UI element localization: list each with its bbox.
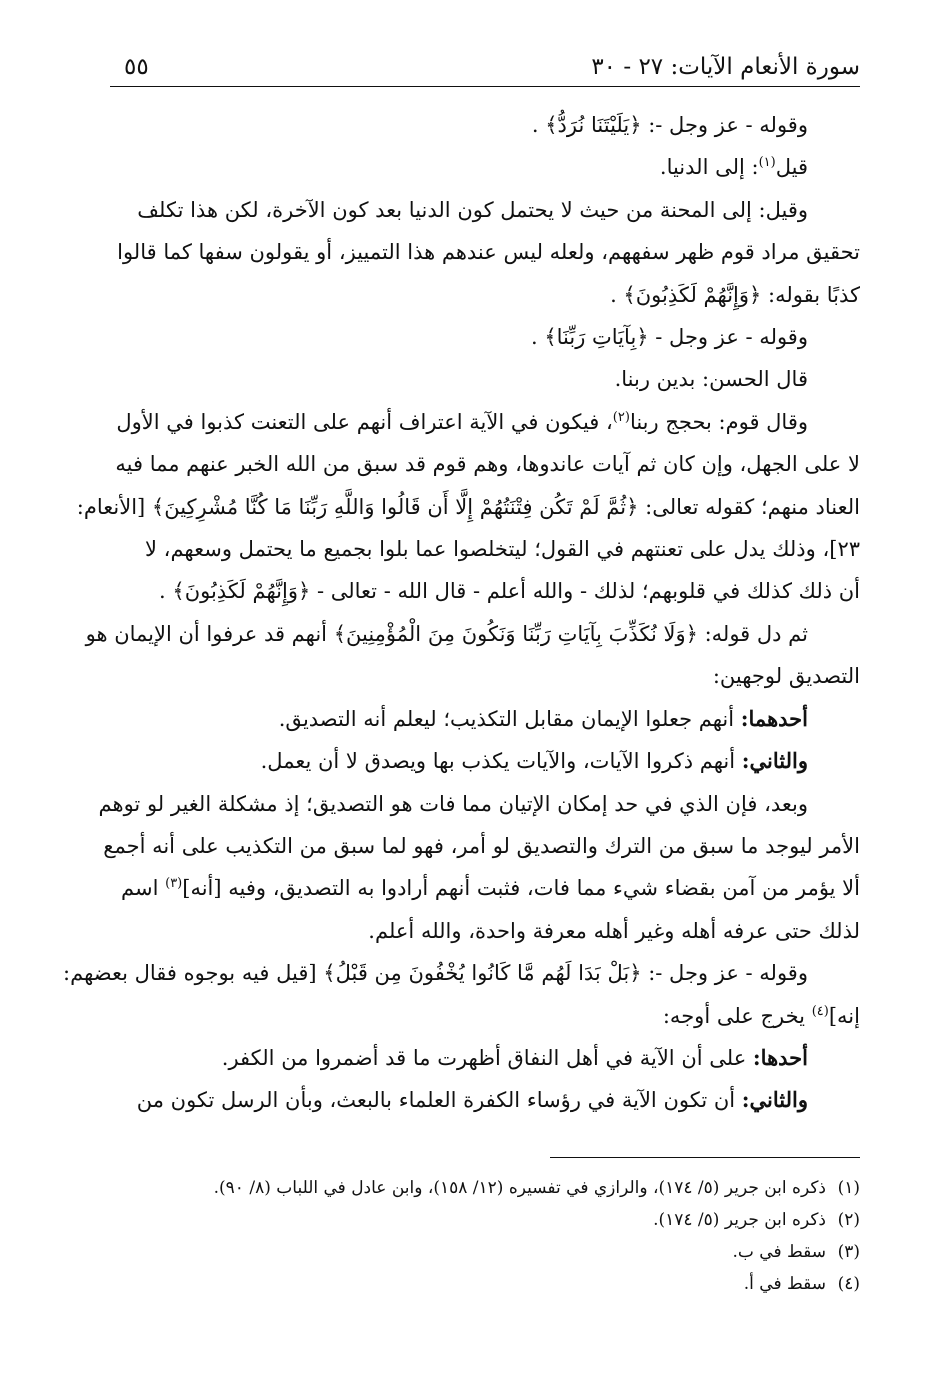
text-line: [86, 655, 860, 697]
page-number: ٥٥: [124, 54, 149, 80]
text-line: [86, 867, 860, 909]
text-run: وقوله - عز وجل -:: [641, 113, 808, 137]
text-line: [86, 570, 860, 612]
footnote-ref: (١): [758, 155, 776, 171]
text-line: [86, 358, 860, 400]
text-run: .: [530, 325, 545, 350]
text-run: ثم دل قوله:: [697, 621, 808, 646]
text-line: [63, 952, 860, 994]
text-line: [86, 146, 860, 188]
point-label: والثاني:: [741, 748, 808, 774]
text-run: أن ذلك كذلك في قلوبهم؛ لذلك - والله أعلم - قال الله - تعالى -: [310, 579, 860, 604]
footnote: [86, 1172, 860, 1204]
point-label: والثاني:: [741, 1087, 808, 1113]
quran-quote: ﴿بِآيَاتِ رَبِّنَا﴾: [544, 325, 649, 350]
point-label: أحدهما:: [740, 705, 808, 731]
quran-quote: ﴿وَإِنَّهُمْ لَكَذِبُونَ﴾: [172, 579, 311, 604]
text-run: وقيل: إلى المحنة من حيث لا يحتمل كون الدنيا بعد كون الآخرة، لكن هذا تكلف: [137, 197, 808, 222]
quran-quote: ﴿وَإِنَّهُمْ لَكَذِبُونَ﴾: [623, 282, 762, 307]
quran-quote: ﴿ثُمَّ لَمْ تَكُن فِتْنَتُهُمْ إِلَّا أَن قَالُوا وَاللَّهِ رَبِّنَا مَا كُنَّا مُشْرِكِينَ﴾: [151, 494, 639, 519]
text-run: العناد منهم؛ كقوله تعالى:: [638, 494, 860, 519]
text-line: [86, 528, 860, 570]
quran-quote: ﴿وَلَا نُكَذِّبَ بِآيَاتِ رَبِّنَا وَنَكُونَ مِنَ الْمُؤْمِنِينَ﴾: [333, 621, 698, 646]
footnote-number: (٣): [837, 1242, 860, 1262]
text-run: وقوله - عز وجل -: [648, 325, 808, 350]
text-line: [86, 274, 860, 316]
footnote-text: سقط في أ.: [743, 1274, 826, 1294]
text-line: [86, 401, 860, 443]
text-run: لذلك حتى عرفه أهله وغير أهله معرفة واحدة، والله أعلم.: [368, 918, 860, 943]
footnote: [86, 1268, 860, 1300]
text-line: [86, 995, 860, 1037]
text-run: ، فيكون في الآية اعتراف أنهم على التعنت كذبوا في الأول: [116, 409, 613, 434]
footnote-number: (٤): [837, 1274, 860, 1294]
header-title: سورة الأنعام الآيات: ٢٧ - ٣٠: [591, 54, 860, 80]
text-run: .: [159, 579, 173, 604]
text-run: أنهم ذكروا الآيات، والآيات يكذب بها ويصدق لا أن يعمل.: [260, 749, 742, 774]
text-line: [86, 740, 860, 782]
text-run: .: [610, 282, 624, 307]
text-run: اسم: [121, 876, 166, 901]
footnote-number: (٢): [837, 1210, 860, 1230]
footnote-ref: (٣): [165, 876, 183, 892]
footnote-text: ذكره ابن جرير (٥/ ١٧٤)، والرازي في تفسيره (١٢/ ١٥٨)، وابن عادل في اللباب (٨/ ٩٠).: [213, 1178, 826, 1198]
footnote: [86, 1236, 860, 1268]
text-run: تحقيق مراد قوم ظهر سفههم، ولعله ليس عندهم هذا التمييز، أو يقولون سفها كما قالوا: [117, 240, 860, 265]
text-run: لا على الجهل، وإن كان ثم آيات عاندوها، وهم قوم قد سبق من الله الخبر عنهم مما فيه: [115, 452, 860, 477]
text-line: [86, 316, 860, 358]
text-run: وقوله - عز وجل -:: [641, 961, 808, 986]
text-line: [86, 910, 860, 952]
text-run: وقال قوم: بحجج ربنا: [629, 409, 808, 434]
text-run: التصديق لوجهين:: [712, 664, 860, 689]
text-run: ٢٣]، وذلك يدل على تعنتهم في القول؛ ليتخلصوا عما بلوا بجميع ما يحتمل وسعهم، لا: [145, 537, 860, 562]
quran-quote: ﴿بَلْ بَدَا لَهُم مَّا كَانُوا يُخْفُونَ مِن قَبْلُ﴾: [323, 961, 642, 986]
text-line: [86, 783, 860, 825]
text-line: [86, 104, 860, 146]
quran-quote: ﴿يَلَيْتَنَا نُرَدُّ﴾: [545, 113, 642, 137]
text-line: [86, 613, 860, 655]
footnote-ref: (٢): [612, 409, 630, 425]
text-run: : إلى الدنيا.: [659, 155, 759, 180]
text-line: [86, 698, 860, 740]
text-run: يخرج على أوجه:: [662, 1003, 812, 1028]
text-run: [قيل فيه بوجوه فقال بعضهم:: [63, 961, 324, 986]
main-text: [63, 104, 860, 1122]
footnote: [86, 1204, 860, 1236]
text-run: كذبًا بقوله:: [761, 282, 860, 307]
footnote-text: ذكره ابن جرير (٥/ ١٧٤).: [653, 1210, 826, 1230]
footnote-text: سقط في ب.: [732, 1242, 826, 1262]
text-run: [الأنعام:: [76, 494, 152, 519]
text-run: أنهم قد عرفوا أن الإيمان هو: [85, 621, 334, 646]
text-run: الأمر ليوجد ما سبق من الترك والتصديق لو أمر، فهو لما سبق من التكذيب على أنه أجمع: [103, 833, 860, 858]
footnotes: [86, 1172, 860, 1300]
text-run: أن تكون الآية في رؤساء الكفرة العلماء بالبعث، وبأن الرسل تكون من: [136, 1088, 742, 1113]
text-line: [86, 231, 860, 273]
text-run: قيل: [775, 155, 808, 180]
text-line: [86, 825, 860, 867]
text-run: على أن الآية في أهل النفاق أظهرت ما قد أضمروا من الكفر.: [221, 1045, 753, 1070]
footnote-number: (١): [837, 1178, 860, 1198]
text-line: [86, 189, 860, 231]
text-run: قال الحسن: بدين ربنا.: [614, 367, 808, 392]
text-line: [86, 1079, 860, 1121]
footnote-separator: [550, 1157, 860, 1158]
text-line: [86, 443, 860, 485]
text-run: وبعد، فإن الذي في حد إمكان الإتيان مما فات هو التصديق؛ إذ مشكلة الغير لو توهم: [98, 791, 808, 816]
text-run: ألا يؤمر من آمن بقضاء شيء مما فات، فثبت أنهم أرادوا به التصديق، وفيه [أنه]: [182, 876, 860, 901]
text-line: [86, 1037, 860, 1079]
text-run: .: [531, 113, 546, 137]
text-line: [76, 486, 860, 528]
running-header: [110, 52, 860, 87]
footnote-ref: (٤): [811, 1003, 829, 1019]
text-run: إنه]: [828, 1003, 860, 1028]
text-run: أنهم جعلوا الإيمان مقابل التكذيب؛ ليعلم أنه التصديق.: [278, 706, 741, 731]
point-label: أحدها:: [752, 1044, 808, 1070]
